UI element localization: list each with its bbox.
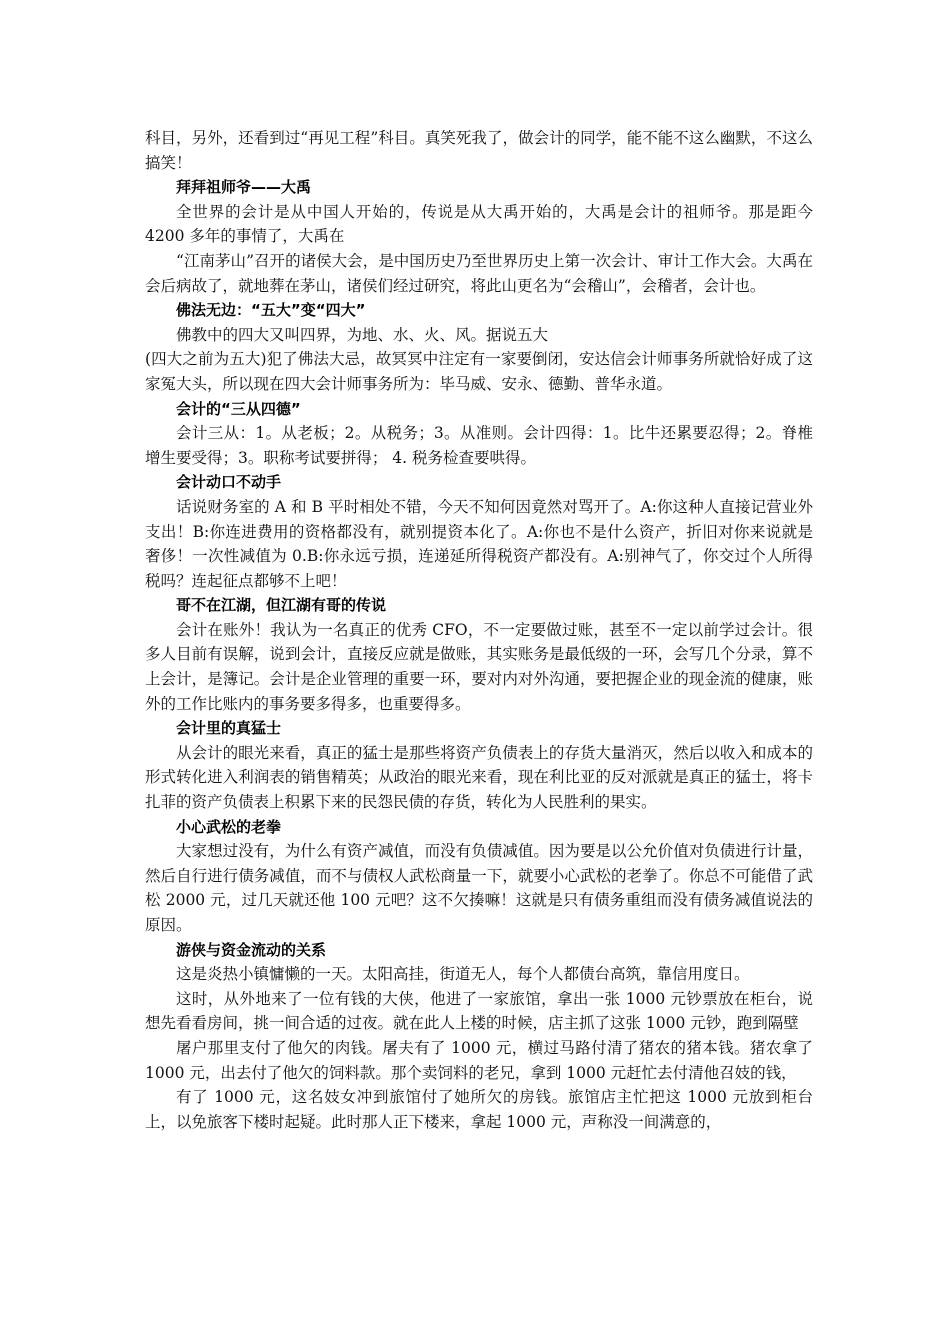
section-heading-warrior: 会计里的真猛士: [176, 719, 282, 738]
section-heading-cashflow: 游侠与资金流动的关系: [176, 940, 327, 959]
section-paragraph: 话说财务室的 A 和 B 平时相处不错，今天不知何因竟然对骂开了。A:你这种人直接记营业外支出！B:你连进费用的资格都没有，就别提资本化了。A:你也不是什么资产，折旧对你来说就是奢侈！一次性减值为 0.B:你永远亏损，连递延所得税资产都没有。A:别神气了，你交过个人所得税吗？连起征点都够不上吧！: [145, 497, 813, 590]
section-paragraph: 会计三从：1。从老板；2。从税务；3。从准则。会计四得：1。比牛还累要忍得；2。脊椎增生要受得；3。职称考试要拼得； 4. 税务检查要哄得。: [145, 424, 813, 467]
section-heading-wusong: 小心武松的老拳: [176, 817, 282, 836]
section-paragraph: 会计在账外！我认为一名真正的优秀 CFO，不一定要做过账，甚至不一定以前学过会计。很多人目前有误解，说到会计，直接反应就是做账，其实账务是最低级的一环，会写几个分录，算不上会计，是簿记。会计是企业管理的重要一环，要对内对外沟通，要把握企业的现金流的健康，账外的工作比账内的事务要多得多，也重要得多。: [145, 620, 813, 713]
section-heading-founder: 拜拜祖师爷——大禹: [176, 178, 312, 197]
section-heading-big-four: 佛法无边：“五大”变“四大”: [176, 301, 366, 320]
section-heading-three-four: 会计的“三从四德”: [176, 399, 301, 418]
intro-paragraph: 科目，另外，还看到过“再见工程”科目。真笑死我了，做会计的同学，能不能不这么幽默，不这么搞笑！: [145, 129, 813, 172]
section-paragraph: 这时，从外地来了一位有钱的大侠，他进了一家旅馆，拿出一张 1000 元钞票放在柜台，说想先看看房间，挑一间合适的过夜。就在此人上楼的时候，店主抓了这张 1000 元钞，跑到隔壁: [145, 989, 813, 1033]
section-paragraph: 从会计的眼光来看，真正的猛士是那些将资产负债表上的存货大量消灭，然后以收入和成本的形式转化进入利润表的销售精英；从政治的眼光来看，现在利比亚的反对派就是真正的猛士，将卡扎菲的资产负债表上积累下来的民怨民债的存货，转化为人民胜利的果实。: [145, 743, 813, 812]
section-paragraph: 这是炎热小镇慵懒的一天。太阳高挂，街道无人，每个人都债台高筑，靠信用度日。: [176, 965, 750, 984]
section-heading-quarrel: 会计动口不动手: [176, 473, 282, 492]
section-paragraph: “江南茅山”召开的诸侯大会，是中国历史乃至世界历史上第一次会计、审计工作大会。大禹在会后病故了，就地葬在茅山，诸侯们经过研究，将此山更名为“会稽山”，会稽者，会计也。: [145, 251, 813, 295]
section-paragraph: 大家想过没有，为什么有资产减值，而没有负债减值。因为要是以公允价值对负债进行计量，然后自行进行债务减值，而不与债权人武松商量一下，就要小心武松的老拳了。你总不可能借了武松 2000 元，过几天就还他 100 元吧？这不欠揍嘛！这就是只有债务重组而没有债务减值说法的原因。: [145, 842, 813, 934]
section-paragraph: 佛教中的四大又叫四界，为地、水、火、风。据说五大: [176, 325, 549, 344]
section-paragraph: 屠户那里支付了他欠的肉钱。屠夫有了 1000 元，横过马路付清了猪农的猪本钱。猪农拿了 1000 元，出去付了他欠的饲料款。那个卖饲料的老兄，拿到 1000 元赶忙去付清他召妓的钱，: [145, 1038, 813, 1082]
section-paragraph: (四大之前为五大)犯了佛法大忌，故冥冥中注定有一家要倒闭，安达信会计师事务所就恰好成了这家冤大头，所以现在四大会计师事务所为：毕马威、安永、德勤、普华永道。: [145, 350, 813, 393]
section-paragraph: 有了 1000 元，这名妓女冲到旅馆付了她所欠的房钱。旅馆店主忙把这 1000 元放到柜台上，以免旅客下楼时起疑。此时那人正下楼来，拿起 1000 元，声称没一间满意的，: [145, 1088, 813, 1131]
document-page: [145, 126, 813, 1134]
section-paragraph: 全世界的会计是从中国人开始的，传说是从大禹开始的，大禹是会计的祖师爷。那是距今 4200 多年的事情了，大禹在: [145, 202, 813, 246]
section-heading-legend: 哥不在江湖，但江湖有哥的传说: [176, 596, 387, 615]
